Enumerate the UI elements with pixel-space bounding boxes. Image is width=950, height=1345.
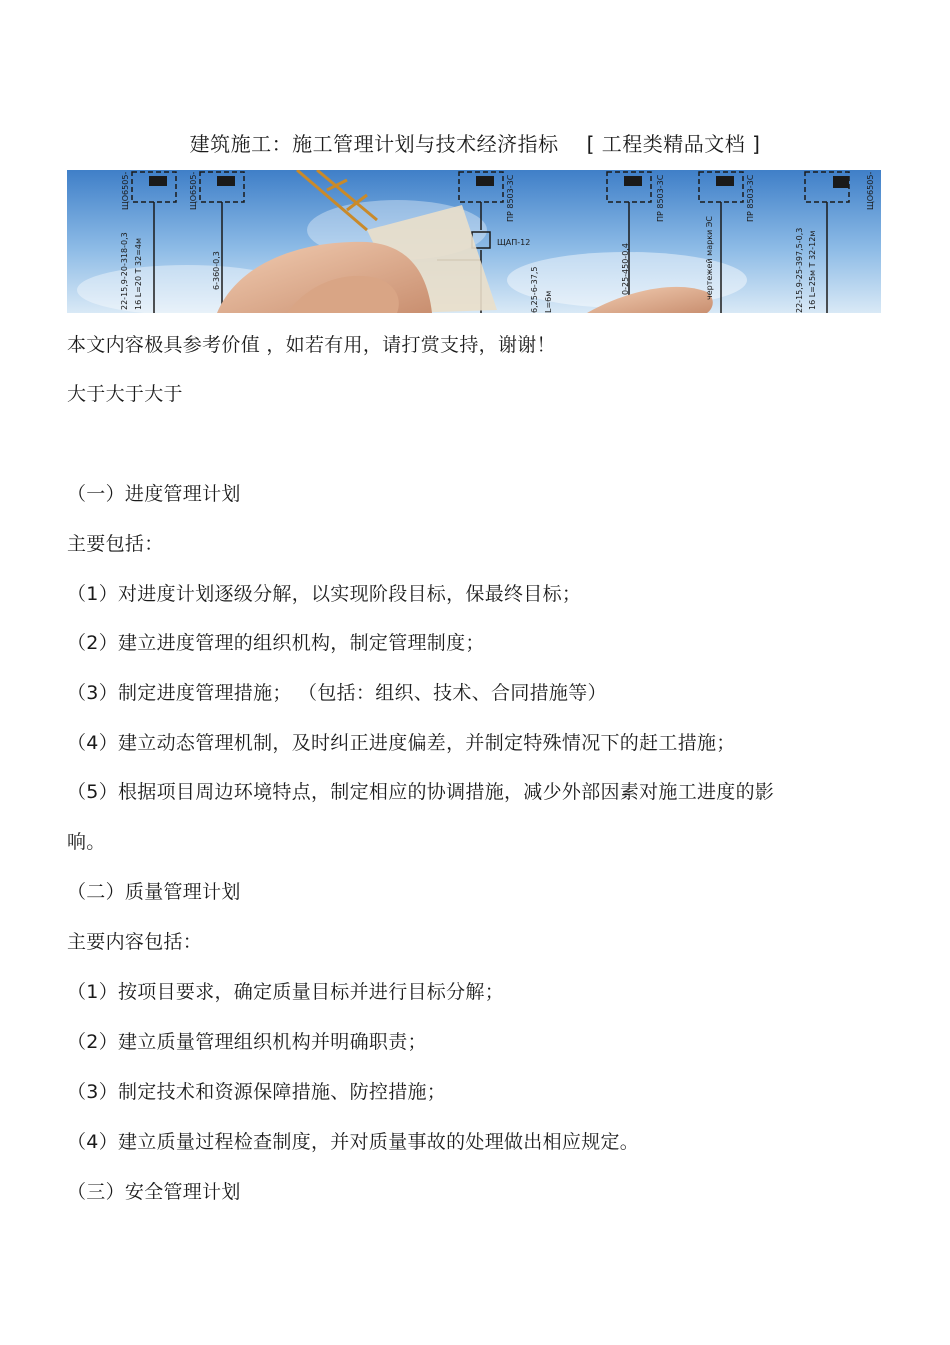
title-text: 建筑施工：施工管理计划与技术经济指标 [189, 132, 559, 156]
section-lead: 主要内容包括： [67, 931, 203, 953]
section-heading: （一）进度管理计划 [67, 483, 241, 505]
banner-label: 6-360-0,3 [212, 251, 221, 290]
banner-label: ЩО6505- [189, 171, 198, 210]
banner-label: ЩО6505- [121, 171, 130, 210]
list-item: （2）建立进度管理的组织机构，制定管理制度； [67, 632, 485, 654]
banner-label: ЩАП-12 [497, 238, 531, 247]
banner-label: 16 L=20 T 32=4м [134, 237, 143, 310]
banner-label: ПР 8503-3С [656, 174, 665, 222]
banner-label: ПР 8503-3С [746, 174, 755, 222]
header-banner-image [67, 170, 881, 313]
document-title [0, 128, 950, 157]
list-item-continuation: 响。 [67, 831, 106, 853]
banner-label: ЩО6505- [866, 171, 875, 210]
title-tag: [ 工程类精品文档 ] [586, 132, 761, 156]
list-item: （1）按项目要求，确定质量目标并进行目标分解； [67, 981, 504, 1003]
banner-label: L=6м [544, 290, 553, 313]
banner-label: чертежей марки ЭС [705, 216, 714, 300]
filler-text: 大于大于大于 [67, 383, 183, 405]
list-item: （4）建立质量过程检查制度，并对质量事故的处理做出相应规定。 [67, 1131, 640, 1153]
list-item: （2）建立质量管理组织机构并明确职责； [67, 1031, 427, 1053]
section-lead: 主要包括： [67, 533, 164, 555]
section-heading: （二）质量管理计划 [67, 881, 241, 903]
intro-text: 本文内容极具参考价值 ，如若有用，请打赏支持，谢谢！ [67, 334, 556, 356]
banner-label: 0-25-450-0,4 [621, 243, 630, 295]
banner-label: 6,25-6-37,5 [530, 266, 539, 313]
list-item: （3）制定进度管理措施； （包括：组织、技术、合同措施等） [67, 682, 607, 704]
section-heading: （三）安全管理计划 [67, 1181, 241, 1203]
list-item: （1）对进度计划逐级分解，以实现阶段目标，保最终目标； [67, 583, 582, 605]
list-item: （5）根据项目周边环境特点，制定相应的协调措施，减少外部因素对施工进度的影 [67, 781, 775, 803]
banner-label: 22-15,9-20-318-0,3 [120, 232, 129, 310]
banner-label: 22-15,9-25-397,5-0,3 [795, 227, 804, 313]
banner-label: ПР 8503-3С [506, 174, 515, 222]
banner-label: 16 L=25м T 32-12м [808, 230, 817, 310]
list-item: （3）制定技术和资源保障措施、防控措施； [67, 1081, 447, 1103]
list-item: （4）建立动态管理机制，及时纠正进度偏差，并制定特殊情况下的赶工措施； [67, 732, 736, 754]
